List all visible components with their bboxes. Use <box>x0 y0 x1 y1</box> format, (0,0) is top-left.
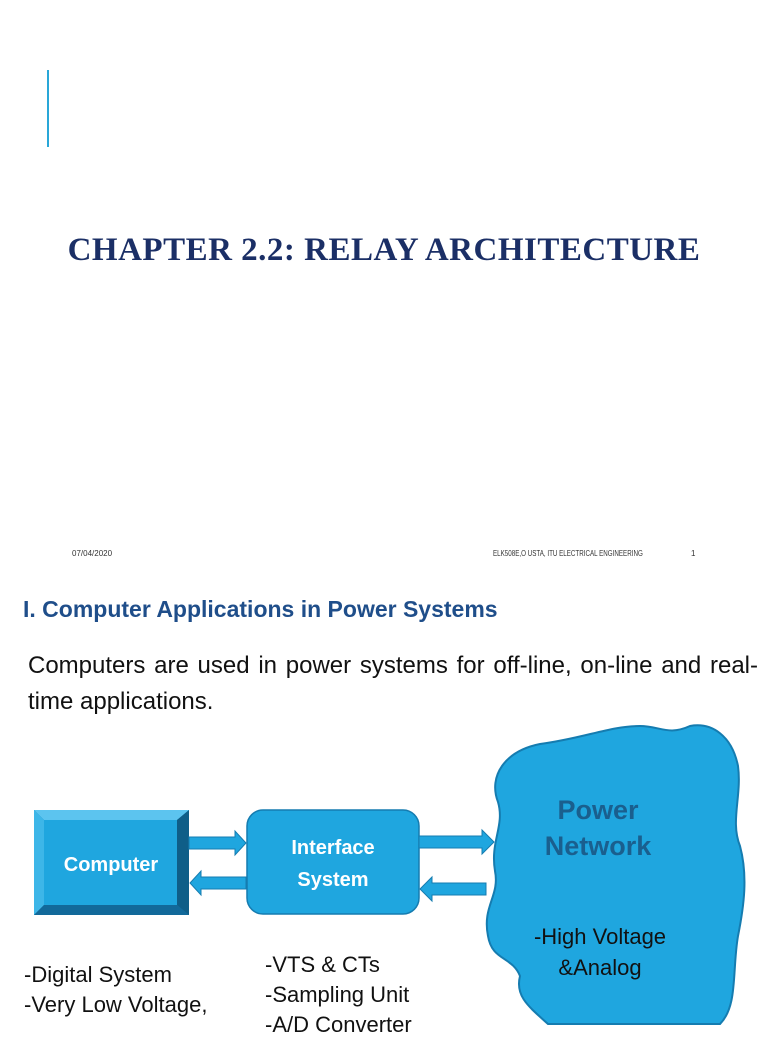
chapter-title: CHAPTER 2.2: RELAY ARCHITECTURE <box>67 232 701 268</box>
arrow-left-icon <box>420 877 486 901</box>
interface-box <box>247 810 419 914</box>
footer-page-number: 1 <box>691 549 696 558</box>
accent-bar <box>47 70 49 147</box>
content-slide <box>0 576 768 1037</box>
arrow-right-icon <box>189 831 246 855</box>
interface-label-line2: System <box>297 869 369 891</box>
network-note-line1: -High Voltage <box>533 924 667 949</box>
computer-label: Computer <box>63 854 159 876</box>
interface-note-3: -A/D Converter <box>265 1012 412 1037</box>
footer-date: 07/04/2020 <box>72 549 113 558</box>
system-diagram <box>0 576 768 1024</box>
computer-note-1: -Digital System <box>24 962 172 987</box>
computer-note-2: -Very Low Voltage, <box>24 992 208 1017</box>
network-note-line2: &Analog <box>558 955 642 980</box>
interface-note-1: -VTS & CTs <box>265 952 380 977</box>
body-paragraph: Computers are used in power systems for off-line, on-line and real-time applications. <box>28 652 758 715</box>
interface-label-line1: Interface <box>291 837 375 859</box>
network-label-line2: Network <box>544 831 652 861</box>
footer-course: ELK508E,O USTA, ITU ELECTRICAL ENGINEERING <box>493 549 643 558</box>
arrow-left-icon <box>190 871 246 895</box>
section-heading: I. Computer Applications in Power Systems <box>23 596 498 622</box>
arrow-right-icon <box>419 830 494 854</box>
interface-note-2: -Sampling Unit <box>265 982 410 1007</box>
network-label-line1: Power <box>557 795 639 825</box>
